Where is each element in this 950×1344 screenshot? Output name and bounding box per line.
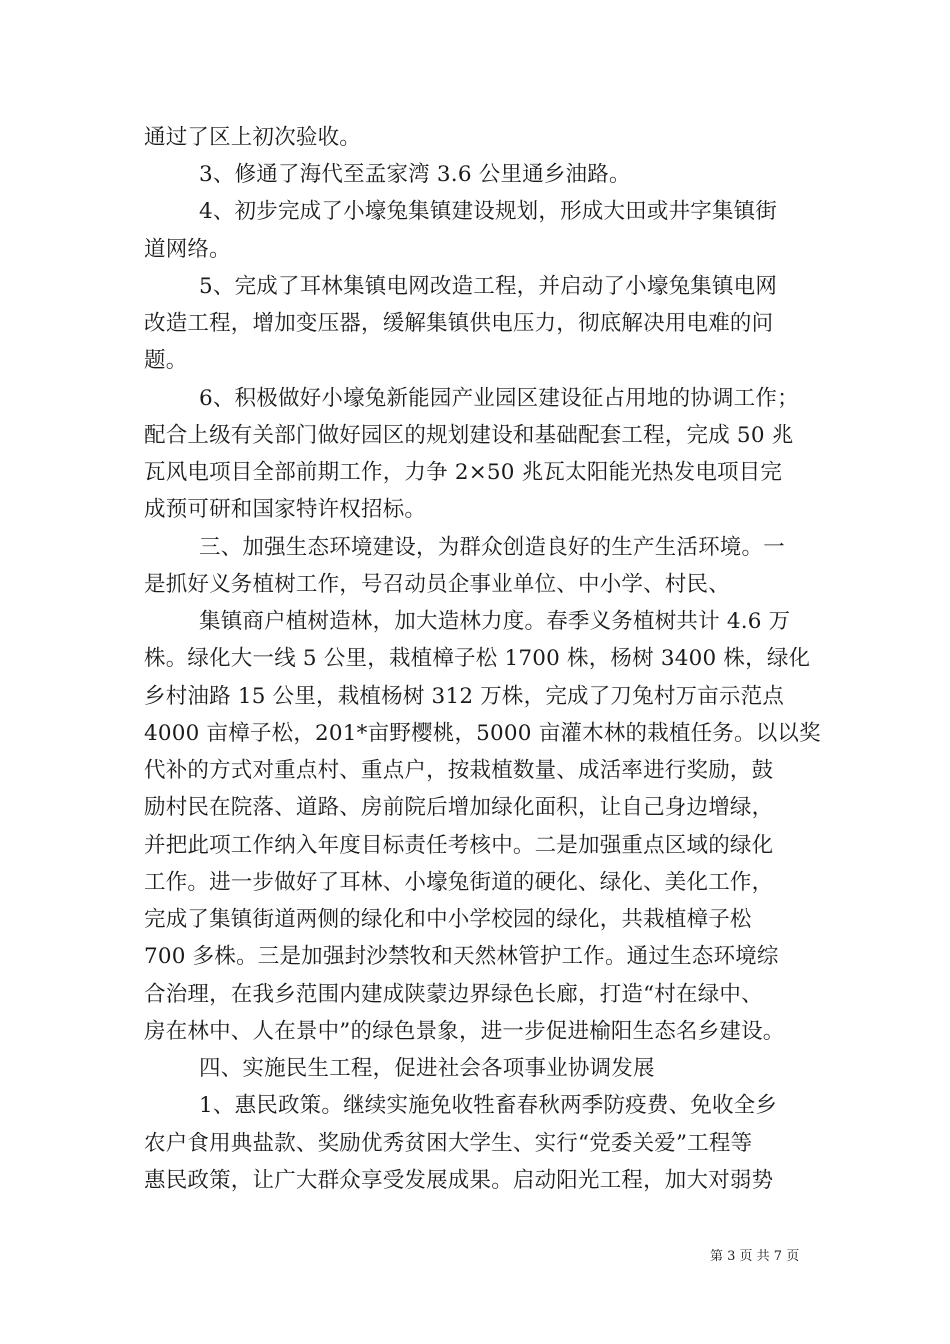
text-line: 5、完成了耳林集镇电网改造工程，并启动了小壕兔集镇电网	[199, 274, 778, 299]
text-line: 是抓好义务植树工作，号召动员企事业单位、中小学、村民、	[144, 572, 730, 597]
text-line: 4000 亩樟子松，201*亩野樱桃，5000 亩灌木林的栽植任务。以以奖	[144, 721, 821, 746]
text-line: 集镇商户植树造林，加大造林力度。春季义务植树共计 4.6 万	[199, 609, 791, 634]
text-line: 并把此项工作纳入年度目标责任考核中。二是加强重点区域的绿化	[144, 833, 774, 858]
text-line: 完成了集镇街道两侧的绿化和中小学校园的绿化，共栽植樟子松	[144, 907, 752, 932]
text-line: 惠民政策，让广大群众享受发展成果。启动阳光工程，加大对弱势	[144, 1168, 774, 1193]
text-line: 工作。进一步做好了耳林、小壕兔街道的硬化、绿化、美化工作，	[144, 870, 774, 895]
text-line: 4、初步完成了小壕兔集镇建设规划，形成大田或井字集镇街	[199, 199, 778, 224]
text-line: 通过了区上初次验收。	[144, 125, 362, 150]
text-line: 道网络。	[144, 237, 231, 262]
section-heading: 四、实施民生工程，促进社会各项事业协调发展	[199, 1056, 655, 1081]
text-line: 乡村油路 15 公里，栽植杨树 312 万株，完成了刀兔村万亩示范点	[144, 684, 785, 709]
text-line: 农户食用典盐款、奖励优秀贫困大学生、实行“党委关爱”工程等	[144, 1131, 753, 1156]
page-number: 第 3 页 共 7 页	[710, 1249, 800, 1264]
text-line: 成预可研和国家特许权招标。	[144, 497, 427, 522]
text-line: 1、惠民政策。继续实施免收牲畜春秋两季防疫费、免收全乡	[199, 1093, 778, 1118]
text-line: 700 多株。三是加强封沙禁牧和天然林管护工作。通过生态环境综	[144, 944, 779, 969]
text-line: 配合上级有关部门做好园区的规划建设和基础配套工程，完成 50 兆	[144, 423, 794, 448]
text-line: 励村民在院落、道路、房前院后增加绿化面积，让自己身边增绿，	[144, 795, 774, 820]
text-line: 改造工程，增加变压器，缓解集镇供电压力，彻底解决用电难的问	[144, 311, 774, 336]
text-line: 题。	[144, 348, 188, 373]
text-line: 房在林中、人在景中”的绿色景象，进一步促进榆阳生态名乡建设。	[144, 1019, 785, 1044]
text-line: 三、加强生态环境建设，为群众创造良好的生产生活环境。一	[199, 535, 785, 560]
text-line: 6、积极做好小壕兔新能园产业园区建设征占用地的协调工作；	[199, 386, 799, 411]
text-line: 3、修通了海代至孟家湾 3.6 公里通乡油路。	[199, 162, 631, 187]
text-line: 株。绿化大一线 5 公里，栽植樟子松 1700 株，杨树 3400 株，绿化	[144, 646, 811, 671]
text-line: 瓦风电项目全部前期工作，力争 2×50 兆瓦太阳能光热发电项目完	[144, 460, 783, 485]
text-line: 代补的方式对重点村、重点户，按栽植数量、成活率进行奖励，鼓	[144, 758, 774, 783]
text-line: 合治理，在我乡范围内建成陕蒙边界绿色长廊，打造“村在绿中、	[144, 982, 763, 1007]
